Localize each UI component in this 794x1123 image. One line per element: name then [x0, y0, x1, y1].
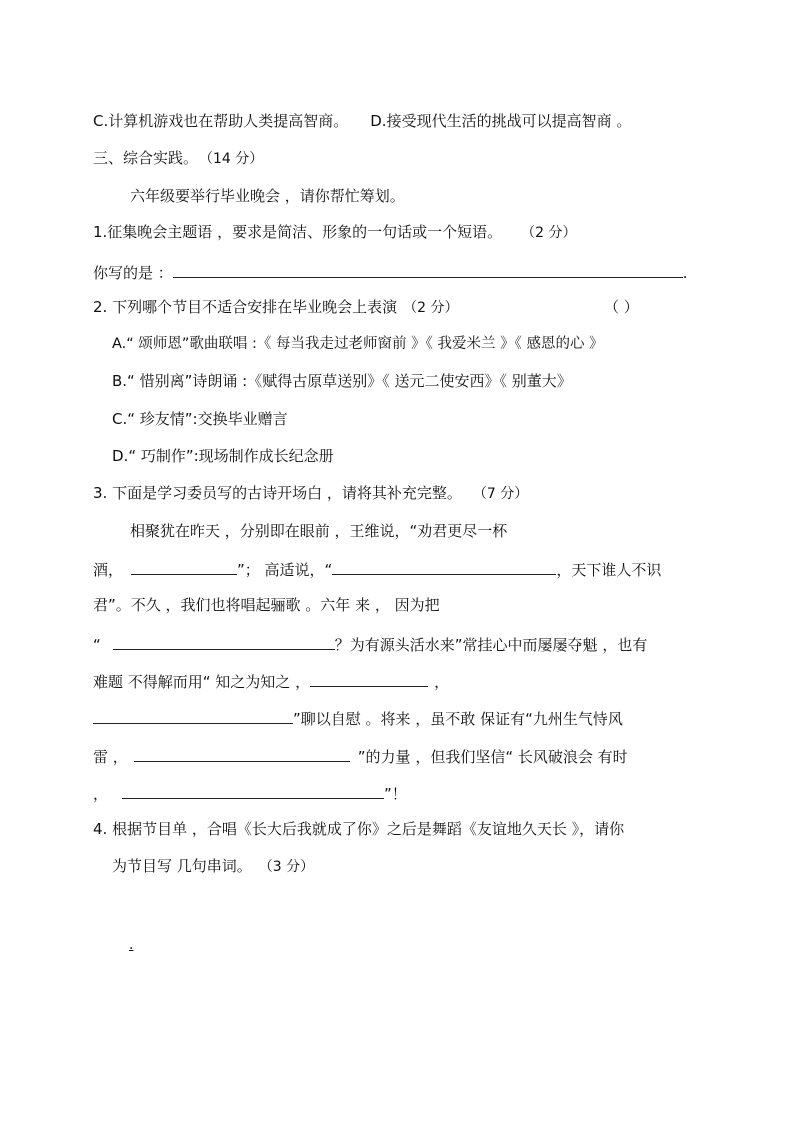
- blank-5[interactable]: [93, 707, 293, 724]
- question-2: [93, 297, 458, 318]
- question-1-score: （2 分）: [528, 225, 577, 241]
- passage-text: 酒，: [93, 561, 124, 579]
- question-4-text: 为节目写 几句串词。: [112, 857, 252, 875]
- question-2-text: 2. 下列哪个节目不适合安排在毕业晚会上表演: [93, 298, 398, 316]
- question-3-text: 3. 下面是学习委员写的古诗开场白 ，请将其补充完整。: [93, 484, 462, 502]
- answer-prefix: 你写的是 ：: [93, 264, 173, 282]
- question-4-score: （3 分）: [265, 859, 315, 875]
- passage-text: ？为有源头活水来”常挂心中而屡屡夺魁 ，也有: [334, 636, 648, 654]
- option-c-line: [93, 111, 631, 131]
- question-4-line-1: 4. 根据节目单 ，合唱《长大后我就成了你》之后是舞蹈《友谊地久天长 》，请你: [93, 820, 625, 838]
- passage-line-3: 君”。不久 ，我们也将唱起骊歌 。六年 来 ， 因为把: [93, 596, 440, 614]
- option-c-text: C.计算机游戏也在帮助人类提高智商。: [93, 112, 349, 130]
- passage-line-8: [93, 782, 407, 804]
- passage-text: ，天下谁人不识: [556, 561, 662, 579]
- question-1-answer-line: [93, 261, 688, 283]
- blank-7[interactable]: [122, 782, 384, 799]
- option-a: A.“ 颂师恩”歌曲联唱 :《 每当我走过老师窗前 》《 我爱米兰 》《 感恩的心 》: [112, 336, 604, 352]
- passage-line-5: [93, 670, 449, 692]
- passage-line-2: [93, 558, 661, 580]
- question-4-line-2: [112, 856, 314, 877]
- section-3-heading: [93, 148, 263, 169]
- passage-text: ”聊以自慰 。将来 ，虽不敢 保证有“九州生气恃风: [293, 710, 623, 728]
- passage-text: ，: [434, 673, 450, 691]
- passage-text: “: [93, 636, 101, 654]
- question-3: [93, 483, 528, 504]
- passage-line-6: [93, 707, 623, 729]
- option-b: B.“ 惜别离”诗朗诵 :《赋得古原草送别》《 送元二使安西》《 别董大》: [112, 372, 572, 390]
- section-3-score: （14 分）: [206, 151, 264, 167]
- blank-1[interactable]: [131, 558, 237, 575]
- question-1-text: 1.征集晚会主题语 ，要求是简洁、形象的一句话或一个短语。: [93, 223, 503, 241]
- option-d: D.“ 巧制作”:现场制作成长纪念册: [112, 447, 334, 465]
- passage-text: ”； 高适说，“: [237, 561, 333, 579]
- question-2-answer-paren[interactable]: （ ）: [604, 298, 639, 316]
- blank-2[interactable]: [332, 558, 556, 575]
- passage-text: 雷 ，: [93, 748, 128, 766]
- option-c: C.“ 珍友情”:交换毕业赠言: [112, 410, 288, 428]
- answer-end: .: [682, 264, 688, 282]
- question-3-score: （7 分）: [479, 486, 529, 502]
- answer-blank[interactable]: [173, 261, 683, 278]
- passage-line-7: [93, 745, 628, 767]
- passage-text: 难题 不得解而用“ 知之为知之 ，: [93, 673, 311, 691]
- passage-text: ”的力量 ，但我们坚信“ 长风破浪会 有时: [357, 748, 628, 766]
- passage-line-4: [93, 633, 647, 655]
- intro-text: 六年级要举行毕业晚会 ，请你帮忙筹划。: [130, 187, 405, 205]
- passage-text: ”！: [384, 785, 407, 803]
- blank-3[interactable]: [113, 633, 335, 650]
- blank-4[interactable]: [310, 670, 428, 687]
- passage-line-1: 相聚犹在昨天 ，分别即在眼前 ，王维说，“劝君更尽一杯: [130, 522, 508, 540]
- blank-6[interactable]: [134, 745, 350, 762]
- passage-text: ，: [93, 785, 109, 803]
- stray-mark: .: [129, 937, 134, 953]
- question-2-score: （2 分）: [403, 300, 459, 316]
- section-3-title: 三、综合实践。: [93, 149, 199, 167]
- option-d-text: D.接受现代生活的挑战可以提高智商 。: [370, 112, 632, 130]
- question-1: [93, 222, 576, 243]
